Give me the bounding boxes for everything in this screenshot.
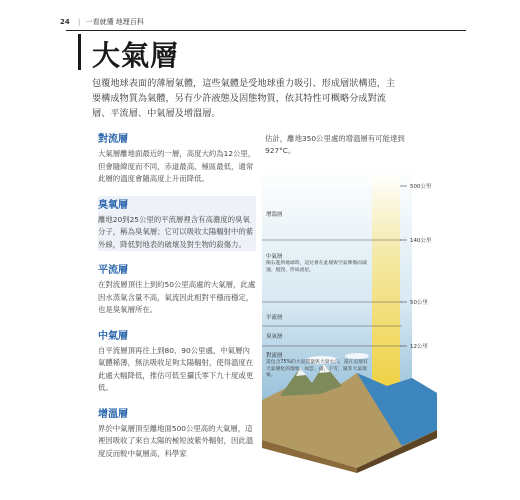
section-mesosphere <box>98 327 256 395</box>
layer-label-thermosphere: 增溫層 <box>266 212 283 218</box>
section-body: 在對流層頂往上到約50公里高處的大氣層，此處因水蒸氣含量不高，氣流因此相對平穩而穩定，也是臭氧層所在。 <box>98 280 256 314</box>
layer-label-mesosphere: 中氣層 <box>266 254 283 260</box>
altitude-label-140: 140公里 <box>410 238 432 244</box>
page-number: 24 <box>60 18 70 26</box>
series-title: 一看就懂 地理百科 <box>85 18 144 26</box>
altitude-label-12: 12公里 <box>410 344 428 350</box>
section-heading: 平流層 <box>98 265 128 276</box>
section-heading: 中氣層 <box>98 330 128 342</box>
diagram-caption: 估計，離地350公里處的增溫層有可能達到927°C。 <box>265 134 405 155</box>
section-ozone-layer <box>98 196 256 252</box>
layer-note-troposphere: 還包含75%的大氣質量與大量水汽，還在這層有天氣變化的現象，如雲、雨、下雪，風等天氣現象。 <box>266 360 368 378</box>
title-accent-bar <box>78 34 81 70</box>
layer-label-stratosphere: 平流層 <box>266 315 283 321</box>
altitude-label-500: 500公里 <box>410 184 432 190</box>
atmosphere-diagram <box>262 168 442 473</box>
section-stratosphere <box>98 261 256 317</box>
section-heading: 增溫層 <box>98 408 128 420</box>
section-heading: 對流層 <box>98 134 128 145</box>
section-troposphere <box>98 130 256 186</box>
section-body: 界於中氣層頂至離地面500公里高的大氣層，這裡因吸收了來自太陽的極短波紫外輻射，因此溫度反而較中氣層高，科學家 <box>98 423 254 458</box>
section-thermosphere <box>98 405 256 461</box>
section-body: 自平流層頂再往上到80、90公里處，中氣層內氣體稀薄，無法吸收足夠太陽輻射，使得溫度在此處大幅降低，推估可低至攝氏零下九十度或更低。 <box>98 345 254 392</box>
intro-paragraph: 包覆地球表面的薄層氣體，這些氣體是受地球重力吸引、形成層狀構造，主要構成物質為氣體，另有少許液態及固態物質，依其特性可概略分成對流層、平流層、中氣層及增溫層。 <box>92 78 396 119</box>
header-separator: | <box>77 18 81 26</box>
page-title: 大氣層 <box>92 39 180 72</box>
running-header <box>60 17 144 27</box>
atmosphere-illustration <box>262 168 442 473</box>
sections-column <box>98 130 256 470</box>
cloud <box>345 353 369 359</box>
altitude-label-50: 50公里 <box>410 300 428 306</box>
header-rule <box>66 30 466 31</box>
altitude-beam <box>372 173 400 403</box>
section-heading: 臭氧層 <box>98 199 128 211</box>
layer-note-mesosphere: 隕石進到地球時，這兒會在此層與空氣摩擦而減速、燒毀，形成流星。 <box>266 261 367 273</box>
section-body: 大氣層離地面最近的一層，高度大約為12公里，但會隨緯度而不同，赤道最高、極區最低，通常此層的溫度會隨高度上升而降低。 <box>98 149 256 183</box>
layer-label-ozone: 臭氧層 <box>266 334 283 340</box>
layer-label-troposphere: 對流層 <box>266 353 283 359</box>
section-body: 離地20到25公里的平流層裡含有高濃度的臭氧分子，稱為臭氧層；它可以吸收太陽輻射中的紫外線，降低對地表的破壞及對生物的殺傷力。 <box>98 214 254 249</box>
